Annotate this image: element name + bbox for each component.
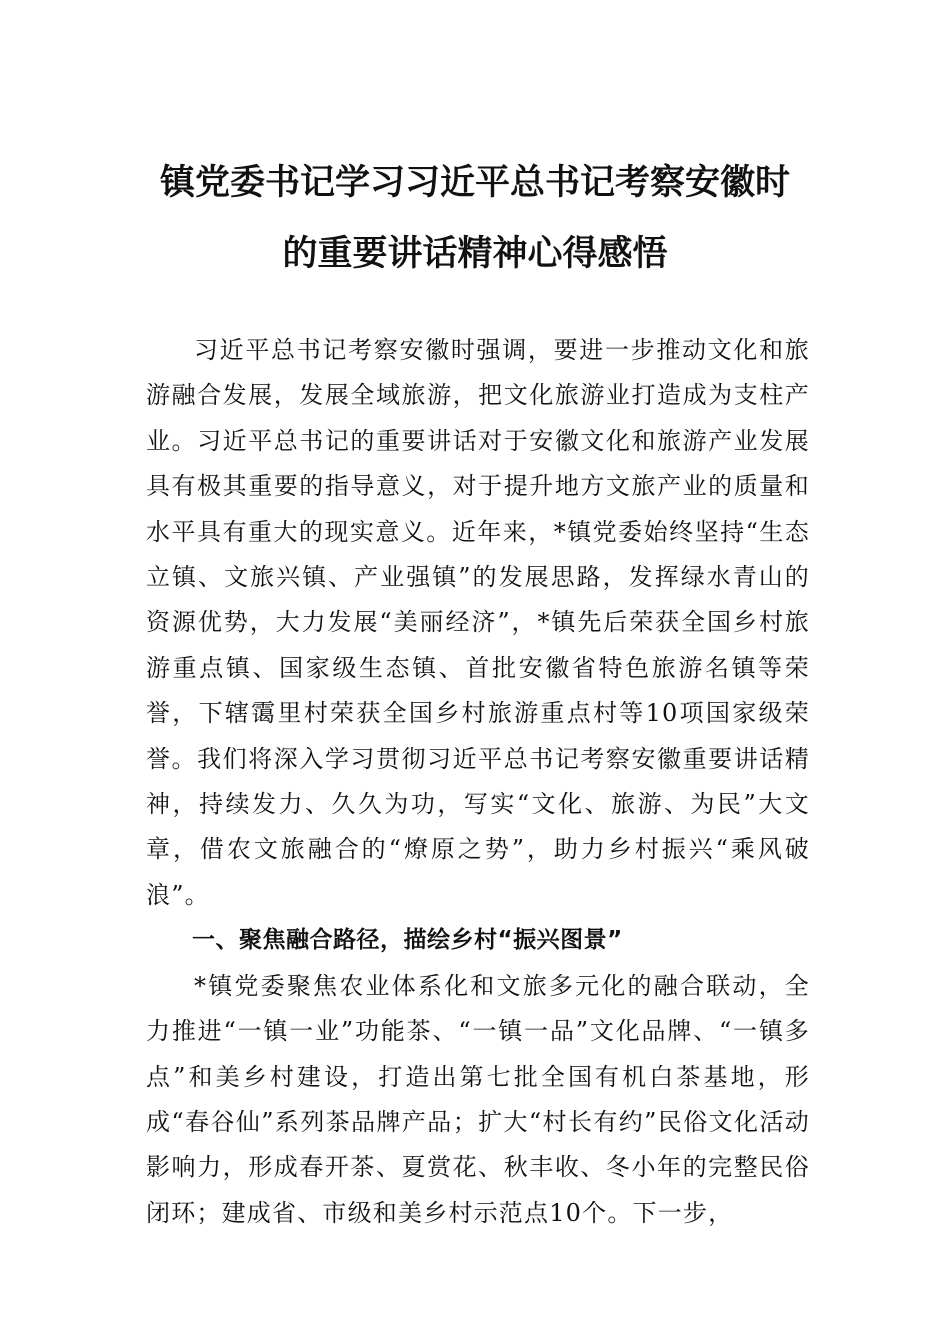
section-heading-1: 一、聚焦融合路径，描绘乡村“振兴图景”	[192, 927, 623, 954]
document-title-line-1: 镇党委书记学习习近平总书记考察安徽时	[159, 162, 790, 203]
document-title-line-2: 的重要讲话精神心得感悟	[282, 233, 668, 274]
document-body	[146, 328, 810, 1236]
intro-paragraph: 习近平总书记考察安徽时强调，要进一步推动文化和旅游融合发展，发展全域旅游，把文化旅游业打造成为支柱产业。习近平总书记的重要讲话对于安徽文化和旅游产业发展具有极其重要的指导意义，对于提升地方文旅产业的质量和水平具有重大的现实意义。近年来，*镇党委始终坚持“生态立镇、文旅兴镇、产业强镇”的发展思路，发挥绿水青山的资源优势，大力发展“美丽经济”，*镇先后荣获全国乡村旅游重点镇、国家级生态镇、首批安徽省特色旅游名镇等荣誉，下辖霭里村荣获全国乡村旅游重点村等10项国家级荣誉。我们将深入学习贯彻习近平总书记考察安徽重要讲话精神，持续发力、久久为功，写实“文化、旅游、为民”大文章，借农文旅融合的“燎原之势”，助力乡村振兴“乘风破浪”。	[146, 336, 810, 909]
section-1-paragraph: *镇党委聚焦农业体系化和文旅多元化的融合联动，全力推进“一镇一业”功能茶、“一镇一品”文化品牌、“一镇多点”和美乡村建设，打造出第七批全国有机白茶基地，形成“春谷仙”系列茶品牌产品；扩大“村长有约”民俗文化活动影响力，形成春开茶、夏赏花、秋丰收、冬小年的完整民俗闭环；建成省、市级和美乡村示范点10个。下一步，	[146, 971, 810, 1227]
